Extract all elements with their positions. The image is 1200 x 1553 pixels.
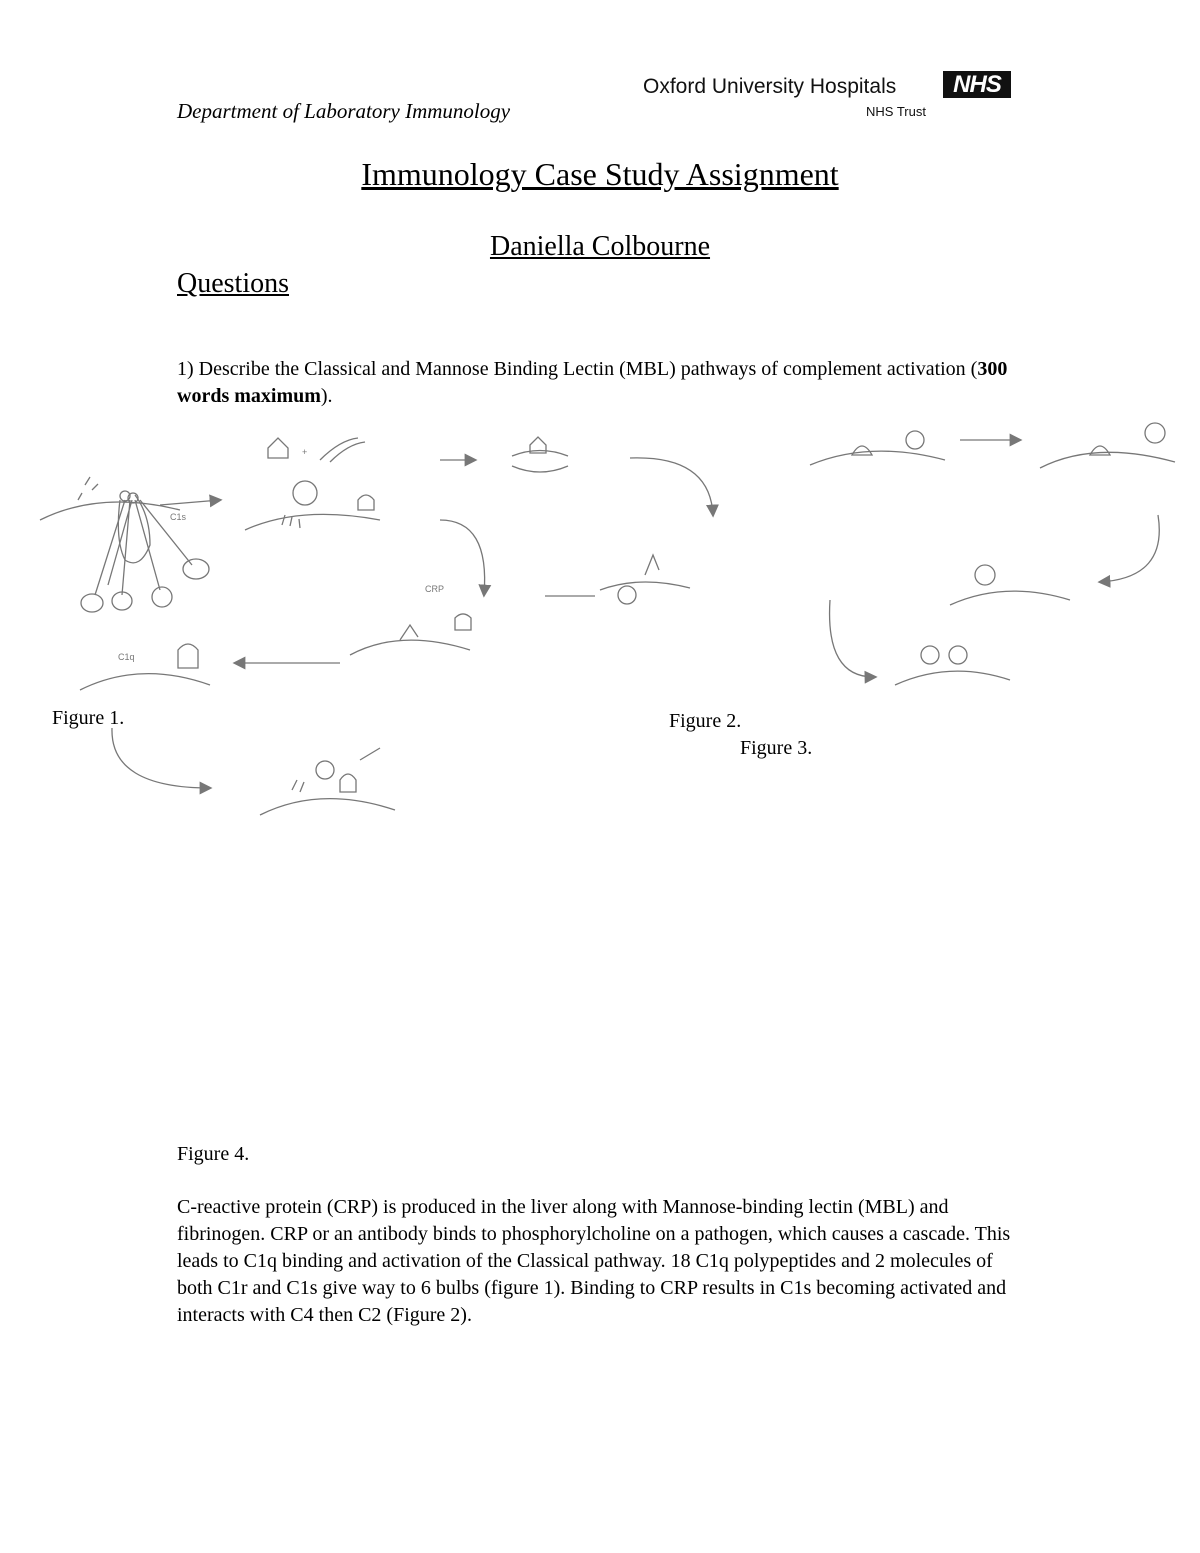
department-name: Department of Laboratory Immunology [177, 99, 511, 123]
trust-name: NHS Trust [866, 104, 926, 119]
crp-label: CRP [425, 584, 445, 594]
document-title: Immunology Case Study Assignment [361, 156, 839, 192]
word-limit: 300 words maximum [177, 358, 1008, 407]
figure-4-label: Figure 4. [177, 1143, 250, 1165]
c1s-label: C1s [170, 512, 187, 522]
question-1-text: 1) Describe the Classical and Mannose Binding Lectin (MBL) pathways of complement activation ( [177, 358, 978, 380]
section-heading: Questions [177, 268, 289, 299]
figure-3-sketch [80, 555, 690, 690]
figure-2-label: Figure 2. [669, 710, 742, 732]
nhs-logo: NHS [943, 71, 1011, 98]
organization-name: Oxford University Hospitals [643, 75, 897, 98]
figure-2-sketch [245, 437, 713, 595]
c1q-label: C1q [118, 652, 135, 662]
figure-1-label: Figure 1. [52, 707, 125, 729]
answer-paragraph: C-reactive protein (CRP) is produced in the liver along with Mannose-binding lectin (MBL) and fibrinogen. CRP or an antibody binds to phosphorylcholine on a pathogen, which causes a cascade. This leads to C1q binding and activation of the Classical pathway. 18 C1q polypeptides and 2 molecules of both C1r and C1s give way to 6 bulbs (figure 1). Binding to CRP results in C1s becoming activated and interacts with C4 then C2 (Figure 2). [177, 1196, 1011, 1326]
figure-3-label: Figure 3. [740, 737, 813, 759]
figure-1-sketch [40, 477, 220, 612]
question-1-end: ). [320, 385, 333, 407]
author-name: Daniella Colbourne [489, 231, 711, 262]
figure-4-sketch [112, 728, 395, 815]
svg-text:+: + [302, 447, 308, 457]
figure-right-sketch [810, 423, 1175, 685]
